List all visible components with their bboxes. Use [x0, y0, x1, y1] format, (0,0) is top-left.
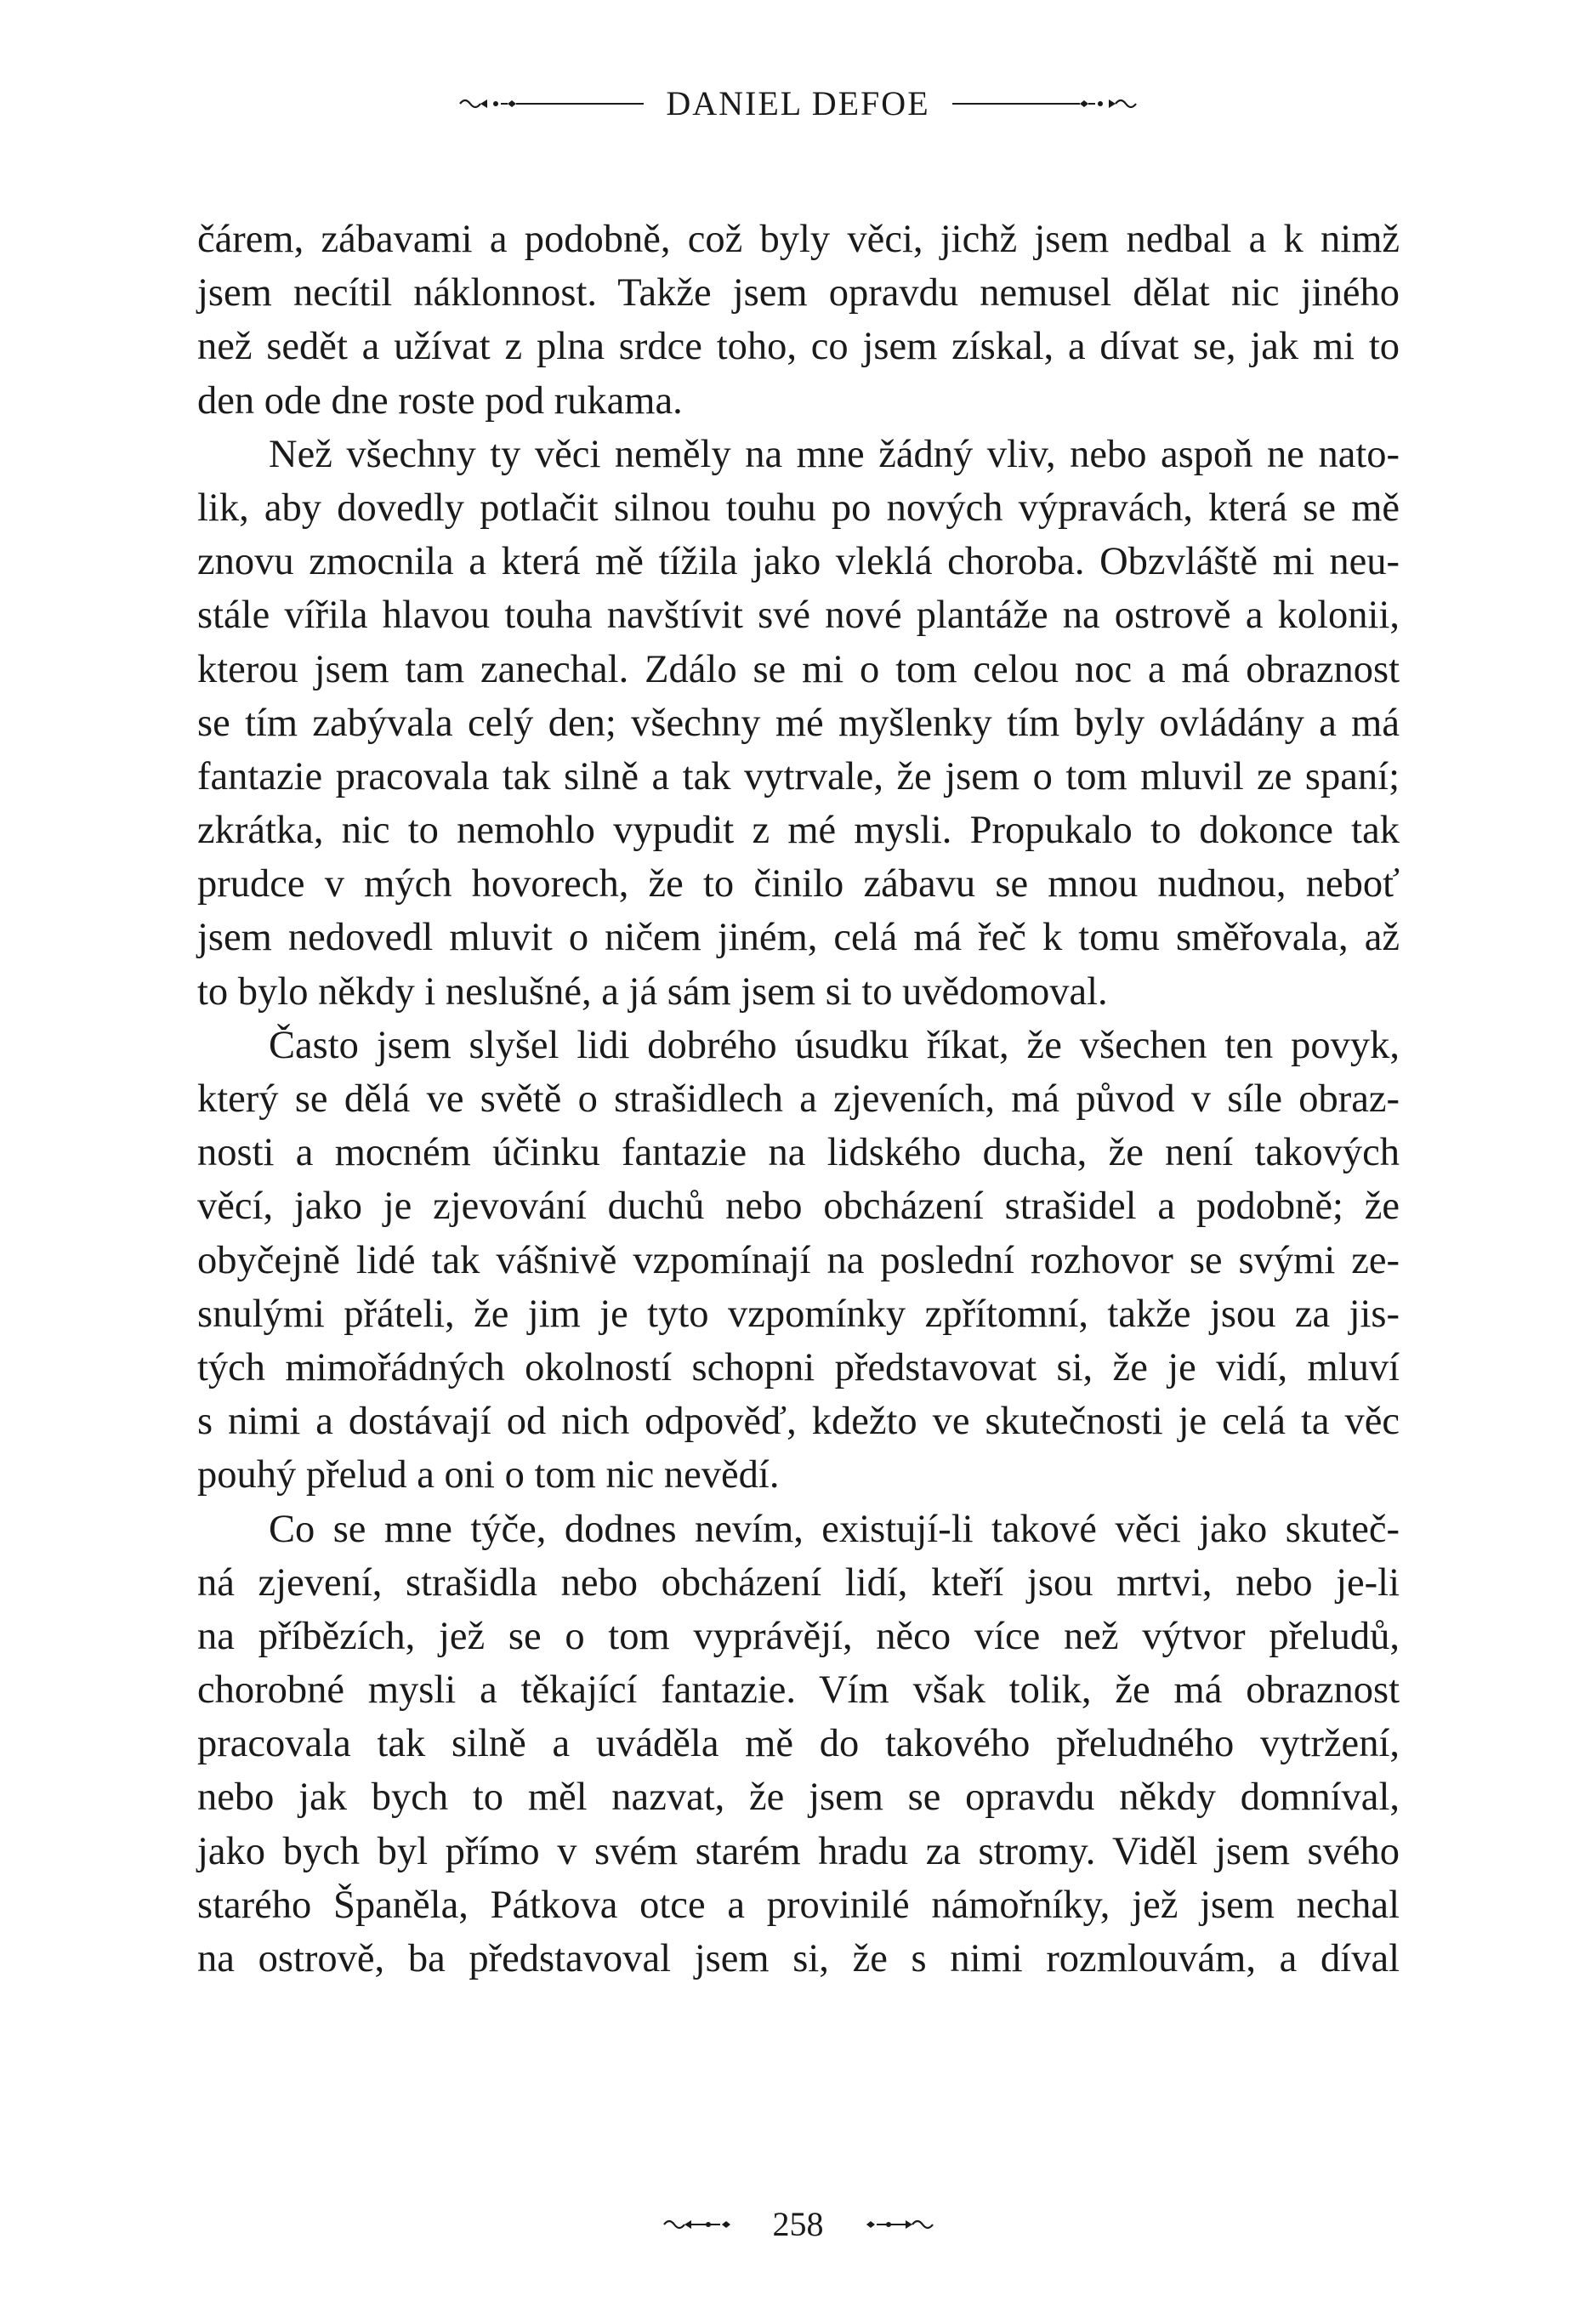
text-line: Než všechny ty věci neměly na mne žádný vliv, nebo aspoň ne nato-	[269, 432, 1400, 476]
text-line: pracovala tak silně a uváděla mě do takového přeludného vytržení,	[197, 1722, 1400, 1766]
text-line: Co se mne týče, dodnes nevím, existují-li takové věci jako skuteč-	[269, 1507, 1400, 1551]
running-header	[0, 83, 1596, 123]
text-line: obyčejně lidé tak vášnivě vzpomínají na poslední rozhovor se svými ze-	[197, 1238, 1400, 1282]
text-line: čárem, zábavami a podobně, což byly věci, jichž jsem nedbal a k nimž	[197, 218, 1400, 261]
body-text	[197, 213, 1400, 1986]
text-line: se tím zabývala celý den; všechny mé myšlenky tím byly ovládány a má	[197, 701, 1400, 745]
text-line: s nimi a dostávají od nich odpověď, kdežto ve skutečnosti je celá ta věc	[197, 1400, 1400, 1444]
text-line: který se dělá ve světě o strašidlech a zjeveních, má původ v síle obraz-	[197, 1077, 1400, 1121]
book-author-title: DANIEL DEFOE	[666, 84, 930, 122]
text-line: jsem necítil náklonnost. Takže jsem opravdu nemusel dělat nic jiného	[197, 271, 1400, 315]
text-line: den ode dne roste pod rukama.	[197, 378, 683, 423]
text-line: prudce v mých hovorech, že to činilo zábavu se mnou nudnou, neboť	[197, 862, 1400, 906]
text-line: Často jsem slyšel lidi dobrého úsudku říkat, že všechen ten povyk,	[269, 1023, 1400, 1067]
text-line: jako bych byl přímo v svém starém hradu za stromy. Viděl jsem svého	[197, 1829, 1400, 1873]
text-line: chorobné mysli a těkající fantazie. Vím však tolik, že má obraznost	[197, 1668, 1400, 1713]
left-header-ornament-icon	[457, 91, 644, 116]
text-line: nebo jak bych to měl nazvat, že jsem se opravdu někdy domníval,	[197, 1776, 1400, 1820]
text-line: kterou jsem tam zanechal. Zdálo se mi o tom celou noc a má obraznost	[197, 647, 1400, 691]
text-line: na ostrově, ba představoval jsem si, že s nimi rozmlouvám, a díval	[197, 1937, 1400, 1980]
text-line: znovu zmocnila a která mě tížila jako vleklá choroba. Obzvláště mi neu-	[197, 540, 1400, 584]
text-line: jsem nedovedl mluvit o ničem jiném, celá má řeč k tomu směřovala, až	[197, 916, 1400, 960]
text-line: nosti a mocném účinku fantazie na lidského ducha, že není takových	[197, 1131, 1400, 1175]
text-line: lik, aby dovedly potlačit silnou touhu po nových výpravách, která se mě	[197, 486, 1400, 530]
text-line: stále vířila hlavou touha navštívit své nové plantáže na ostrově a kolonii,	[197, 594, 1400, 638]
right-header-ornament-icon	[952, 91, 1139, 116]
text-line: pouhý přelud a oni o tom nic nevědí.	[197, 1453, 780, 1497]
text-line: fantazie pracovala tak silně a tak vytrvale, že jsem o tom mluvil ze spaní;	[197, 754, 1400, 798]
page-number: 258	[772, 2205, 824, 2243]
page-footer	[0, 2204, 1596, 2244]
text-line: tých mimořádných okolností schopni představovat si, že je vidí, mluví	[197, 1345, 1400, 1389]
text-line: snulými přáteli, že jim je tyto vzpomínky zpřítomní, takže jsou za jis-	[197, 1292, 1400, 1336]
text-line: starého Španěla, Pátkova otce a provinilé námořníky, jež jsem nechal	[197, 1883, 1400, 1927]
right-footer-ornament-icon	[843, 2212, 936, 2237]
text-line: to bylo někdy i neslušné, a já sám jsem si to uvědomoval.	[197, 969, 1108, 1014]
text-line: ná zjevení, strašidla nebo obcházení lidí, kteří jsou mrtvi, nebo je-li	[197, 1560, 1400, 1605]
text-line: než sedět a užívat z plna srdce toho, co jsem získal, a dívat se, jak mi to	[197, 325, 1400, 369]
text-line: na příbězích, jež se o tom vyprávějí, něco více než výtvor přeludů,	[197, 1614, 1400, 1658]
text-line: věcí, jako je zjevování duchů nebo obcházení strašidel a podobně; že	[197, 1185, 1400, 1229]
text-line: zkrátka, nic to nemohlo vypudit z mé mysli. Propukalo to dokonce tak	[197, 809, 1400, 853]
left-footer-ornament-icon	[661, 2212, 754, 2237]
